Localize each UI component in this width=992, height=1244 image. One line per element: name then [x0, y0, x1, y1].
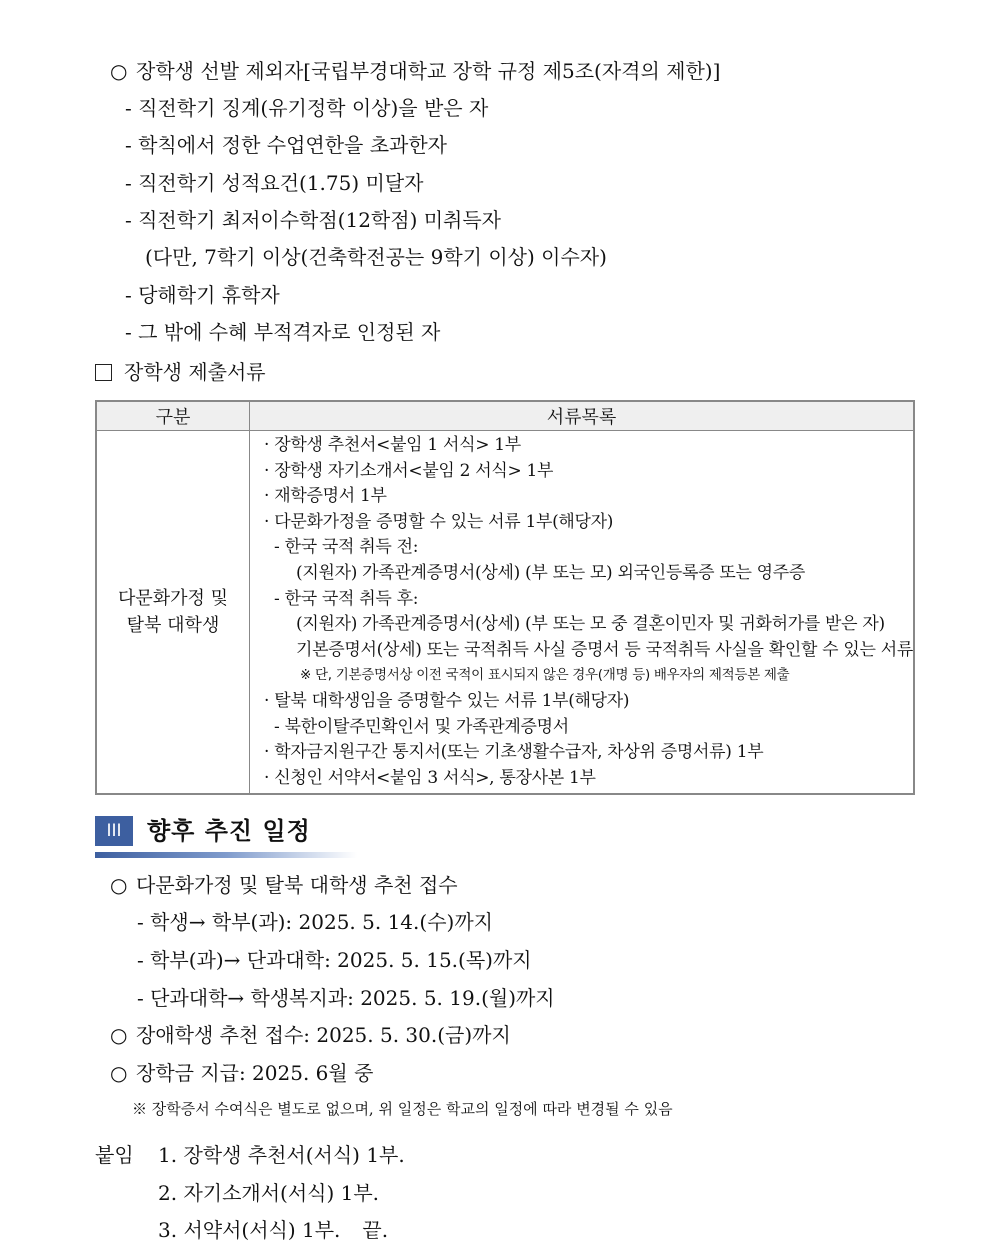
- exclusion-item: - 학칙에서 정한 수업연한을 초과한자: [125, 133, 447, 157]
- attachment-item: 3. 서약서(서식) 1부. 끝.: [158, 1218, 389, 1242]
- exclusion-item: - 직전학기 징계(유기정학 이상)을 받은 자: [125, 96, 489, 120]
- category-cell: 다문화가정 및 탈북 대학생: [96, 431, 250, 795]
- schedule-subitem: - 학생→ 학부(과): 2025. 5. 14.(수)까지: [137, 910, 493, 934]
- attachment-item: 1. 장학생 추천서(서식) 1부.: [158, 1143, 405, 1167]
- schedule-subitem: - 단과대학→ 학생복지과: 2025. 5. 19.(월)까지: [137, 986, 555, 1010]
- schedule-item: ○ 다문화가정 및 탈북 대학생 추천 접수: [110, 873, 458, 897]
- schedule-item: ○ 장애학생 추천 접수: 2025. 5. 30.(금)까지: [110, 1023, 511, 1047]
- exclusion-item: - 당해학기 휴학자: [125, 283, 280, 307]
- exclusion-item: - 직전학기 성적요건(1.75) 미달자: [125, 171, 424, 195]
- schedule-note: ※ 장학증서 수여식은 별도로 없으며, 위 일정은 학교의 일정에 따라 변경될 수 있음: [132, 1100, 673, 1118]
- exclusion-header: ○ 장학생 선발 제외자[국립부경대학교 장학 규정 제5조(자격의 제한)]: [110, 59, 721, 83]
- exclusion-item: - 그 밖에 수혜 부적격자로 인정된 자: [125, 320, 441, 344]
- column-header-list: 서류목록: [250, 401, 914, 431]
- exclusion-item-note: (다만, 7학기 이상(건축학전공는 9학기 이상) 이수자): [145, 245, 607, 269]
- circle-bullet-icon: ○: [110, 1023, 128, 1047]
- list-item: · 다문화가정을 증명할 수 있는 서류 1부(해당자): [264, 511, 614, 532]
- list-note: ※ 단, 기본증명서상 이전 국적이 표시되지 않은 경우(개명 등) 배우자의 제적등본 제출: [300, 667, 790, 684]
- list-item: · 탈북 대학생임을 증명할수 있는 서류 1부(해당자): [264, 690, 630, 711]
- attachments-label: 붙임: [95, 1143, 134, 1167]
- section-underline: [95, 852, 357, 858]
- list-item: · 장학생 자기소개서<붙임 2 서식> 1부: [264, 460, 554, 481]
- section-header: [95, 816, 365, 862]
- list-detail: 기본증명서(상세) 또는 국적취득 사실 증명서 등 국적취득 사실을 확인할 수 있는 서류: [296, 639, 913, 660]
- document-list-cell: [250, 431, 914, 795]
- circle-bullet-icon: ○: [110, 59, 128, 83]
- end-mark: 끝.: [362, 1218, 389, 1242]
- list-item: · 재학증명서 1부: [264, 486, 387, 507]
- circle-bullet-icon: ○: [110, 1061, 128, 1085]
- table-row: [96, 431, 914, 795]
- schedule-item: ○ 장학금 지급: 2025. 6월 중: [110, 1061, 374, 1085]
- list-detail: (지원자) 가족관계증명서(상세) (부 또는 모) 외국인등록증 또는 영주증: [296, 562, 806, 583]
- exclusion-item: - 직전학기 최저이수학점(12학점) 미취득자: [125, 208, 502, 232]
- section-title: 향후 추진 일정: [147, 817, 311, 845]
- column-header-category: 구분: [96, 401, 250, 431]
- attachment-item: 2. 자기소개서(서식) 1부.: [158, 1181, 380, 1205]
- list-subitem: - 한국 국적 취득 후:: [274, 588, 419, 609]
- list-item: · 학자금지원구간 통지서(또는 기초생활수급자, 차상위 증명서류) 1부: [264, 742, 764, 763]
- list-item: · 신청인 서약서<붙임 3 서식>, 통장사본 1부: [264, 767, 596, 788]
- table-header-row: [96, 401, 914, 431]
- list-item: · 장학생 추천서<붙임 1 서식> 1부: [264, 435, 521, 455]
- checkbox-square-icon: [95, 364, 112, 381]
- documents-table: [95, 400, 915, 795]
- section-number-badge: III: [95, 816, 133, 846]
- list-detail: (지원자) 가족관계증명서(상세) (부 또는 모 중 결혼이민자 및 귀화허가를 받은 자): [296, 614, 885, 635]
- schedule-subitem: - 학부(과)→ 단과대학: 2025. 5. 15.(목)까지: [137, 948, 532, 972]
- list-subitem: - 한국 국적 취득 전:: [274, 537, 419, 558]
- documents-header: 장학생 제출서류: [95, 359, 266, 385]
- circle-bullet-icon: ○: [110, 873, 128, 897]
- list-subitem: - 북한이탈주민확인서 및 가족관계증명서: [274, 716, 569, 737]
